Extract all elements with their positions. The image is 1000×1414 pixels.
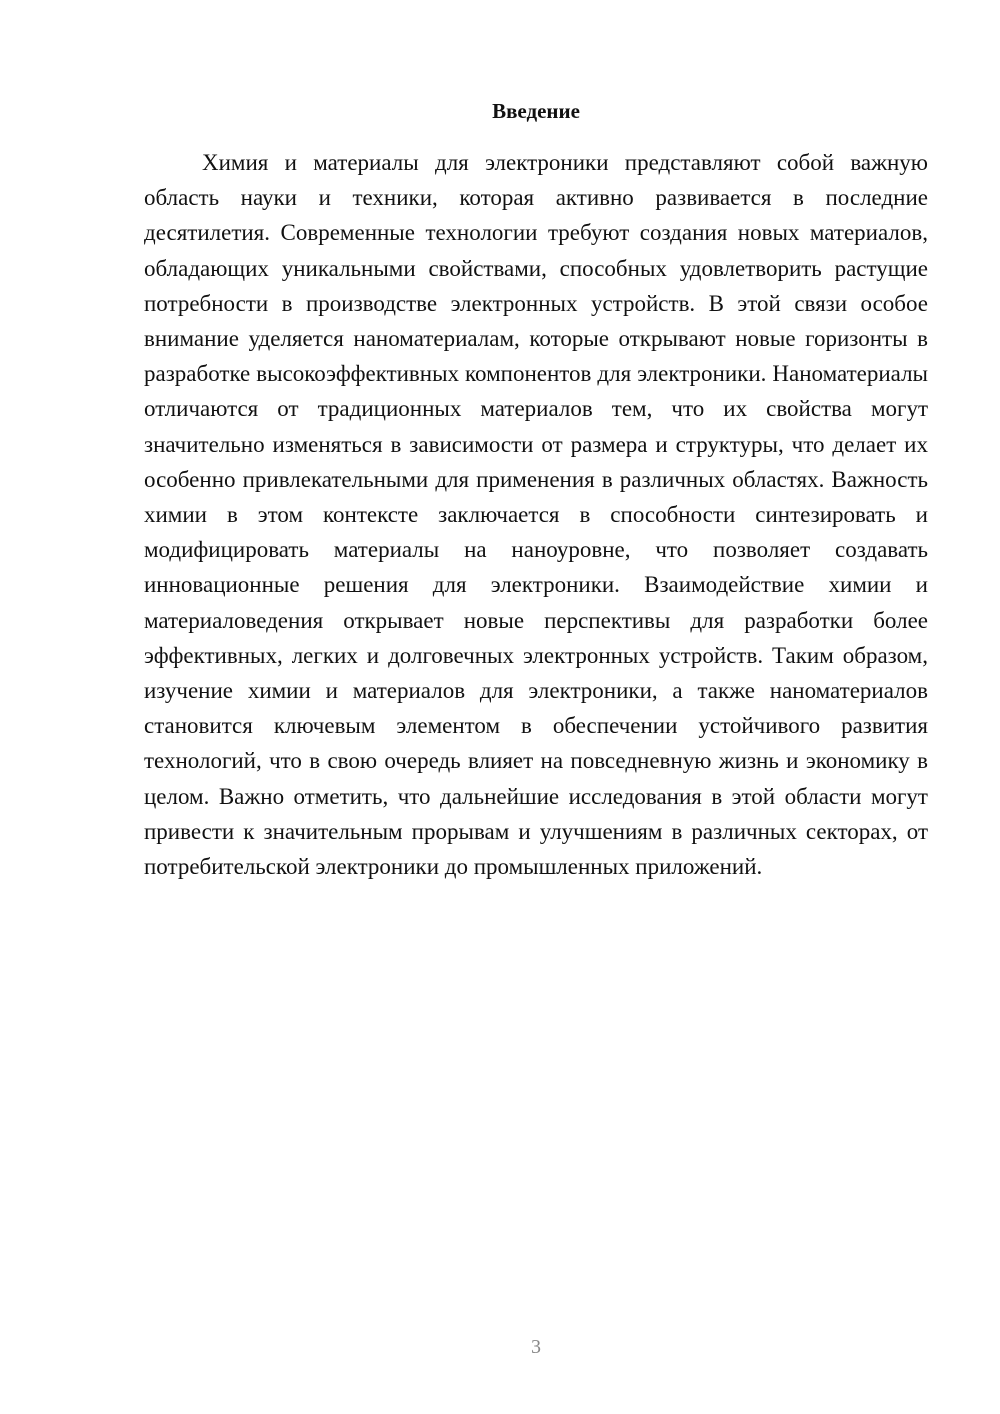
body-paragraph: Химия и материалы для электроники представляют собой важную область науки и техники, которая активно развивается в последние десятилетия. Современные технологии требуют создания новых материалов, обладающих уникальными свойствами, способных удовлетворить растущие потребности в производстве электронных устройств. В этой связи особое внимание уделяется наноматериалам, которые открывают новые горизонты в разработке высокоэффективных компонентов для электроники. Наноматериалы отличаются от традиционных материалов тем, что их свойства могут значительно изменяться в зависимости от размера и структуры, что делает их особенно привлекательными для применения в различных областях. Важность химии в этом контексте заключается в способности синтезировать и модифицировать материалы на наноуровне, что позволяет создавать инновационные решения для электроники. Взаимодействие химии и материаловедения открывает новые перспективы для разработки более эффективных, легких и долговечных электронных устройств. Таким образом, изучение химии и материалов для электроники, а также наноматериалов становится ключевым элементом в обеспечении устойчивого развития технологий, что в свою очередь влияет на повседневную жизнь и экономику в целом. Важно отметить, что дальнейшие исследования в этой области могут привести к значительным прорывам и улучшениям в различных секторах, от потребительской электроники до промышленных приложений. [144, 150, 928, 880]
section-heading: Введение [492, 99, 580, 123]
page-number: 3 [531, 1336, 541, 1358]
